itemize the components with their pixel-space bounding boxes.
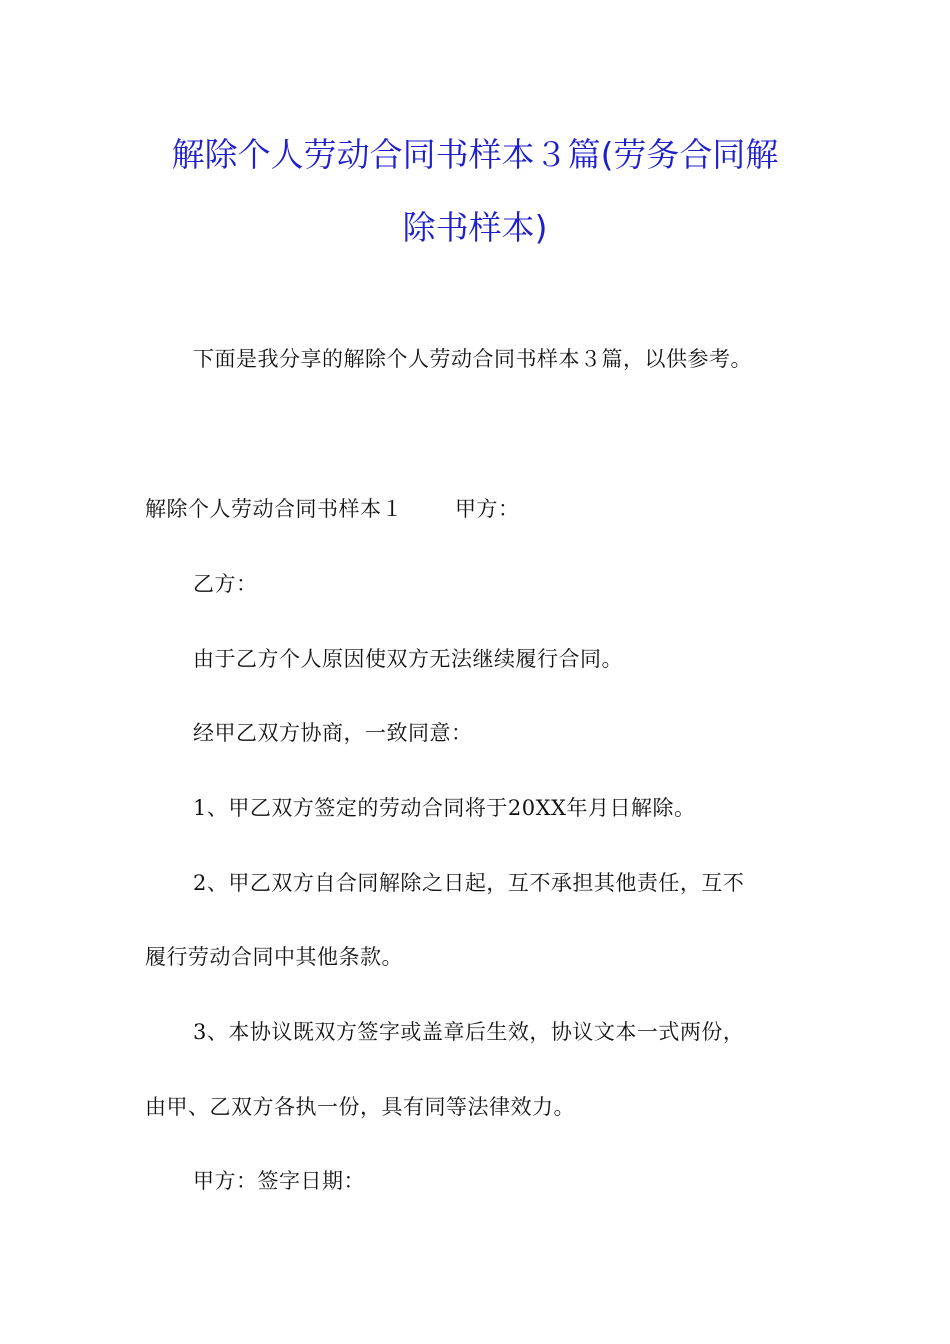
clause-3-line-1: 3、本协议既双方签字或盖章后生效，协议文本一式两份， bbox=[193, 1020, 745, 1044]
clause-3-line-2: 由甲、乙双方各执一份，具有同等法律效力。 bbox=[145, 1095, 575, 1119]
document-title-line-2: 除书样本) bbox=[402, 208, 548, 247]
document-title-line-1: 解除个人劳动合同书样本３篇(劳务合同解 bbox=[171, 135, 779, 174]
party-b-label: 乙方： bbox=[193, 572, 258, 596]
clause-2-line-1: 2、甲乙双方自合同解除之日起，互不承担其他责任，互不 bbox=[193, 871, 745, 895]
clause-2-line-2: 履行劳动合同中其他条款。 bbox=[145, 945, 403, 969]
clause-1: 1、甲乙双方签定的劳动合同将于20XX年月日解除。 bbox=[193, 796, 696, 820]
agreement-intro: 经甲乙双方协商，一致同意： bbox=[193, 721, 473, 745]
party-a-label: 甲方： bbox=[455, 497, 520, 521]
sample-heading-row bbox=[145, 494, 520, 524]
reason-paragraph: 由于乙方个人原因使双方无法继续履行合同。 bbox=[193, 647, 623, 671]
signature-line: 甲方：签字日期： bbox=[193, 1169, 365, 1193]
sample-1-heading: 解除个人劳动合同书样本１ bbox=[145, 497, 403, 521]
intro-paragraph: 下面是我分享的解除个人劳动合同书样本３篇，以供参考。 bbox=[193, 347, 752, 371]
